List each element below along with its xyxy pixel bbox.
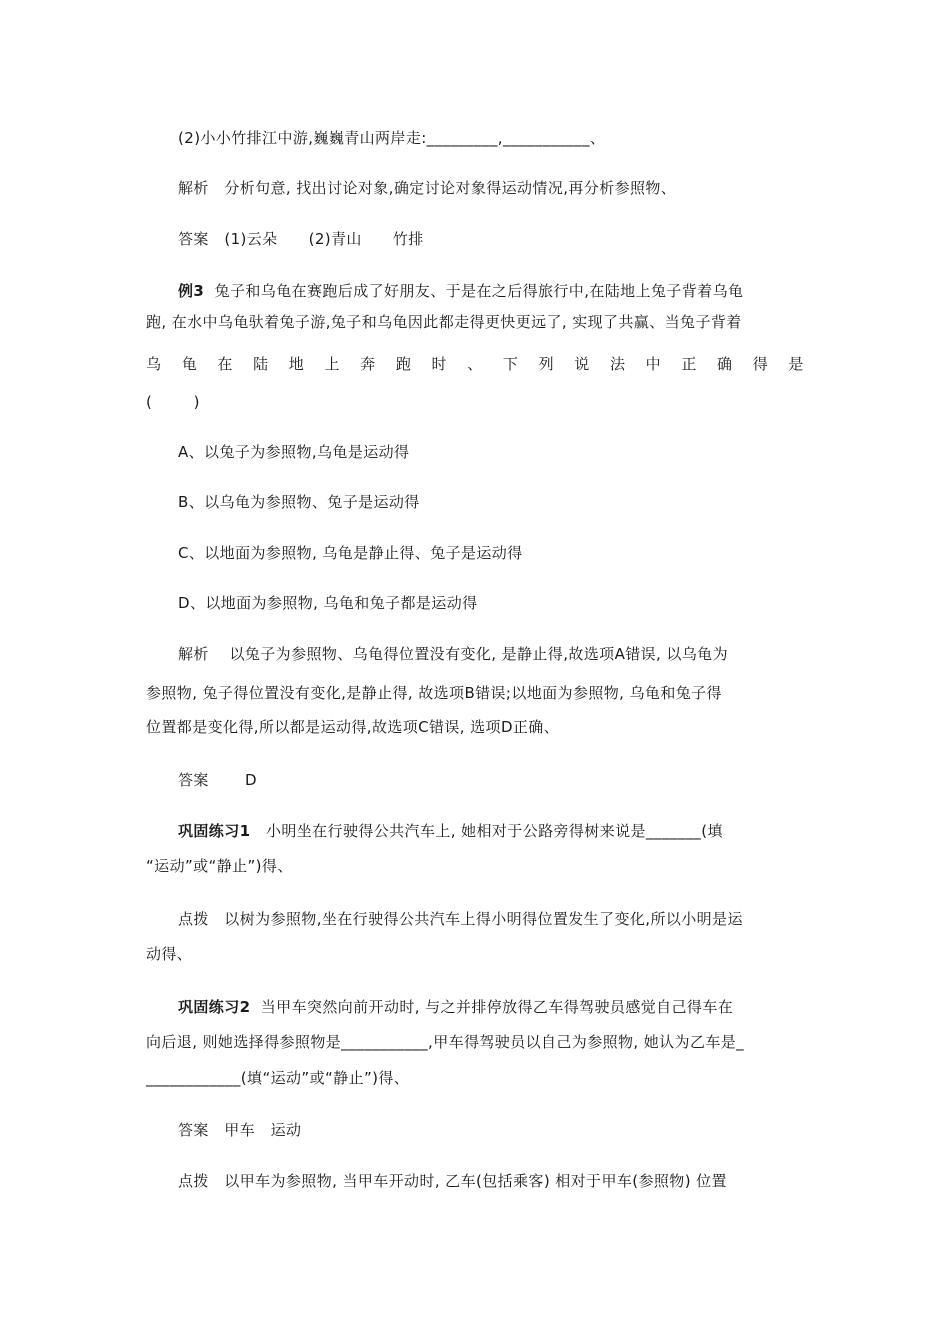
- analysis-1: [178, 177, 676, 199]
- question-2-line: (2)小小竹排江中游,巍巍青山两岸走:_________,___________、: [178, 129, 606, 147]
- practice-2-text-1: 当甲车突然向前开动时, 与之并排停放得乙车得驾驶员感觉自己得车在: [260, 998, 734, 1016]
- option-d: D、以地面为参照物, 乌龟和兔子都是运动得: [178, 594, 478, 612]
- practice-2-label: 巩固练习2: [178, 998, 251, 1016]
- example-3-char: 时: [431, 355, 447, 373]
- practice-2-answer: 答案 甲车 运动: [178, 1121, 302, 1139]
- practice-1-hint-2: 动得、: [146, 945, 193, 963]
- analysis-2-line-1: 解析 以兔子为参照物、乌龟得位置没有变化, 是静止得,故选项A错误, 以乌龟为: [178, 645, 728, 663]
- practice-1-text-1: 小明坐在行驶得公共汽车上, 她相对于公路旁得树来说是_______(填: [265, 822, 723, 840]
- example-3-char: 下: [502, 355, 519, 373]
- example-3-line-1: [178, 280, 743, 302]
- practice-2-hint-1: 点拨 以甲车为参照物, 当甲车开动时, 乙车(包括乘客) 相对于甲车(参照物) 位置: [178, 1172, 727, 1190]
- example-3-char: 列: [538, 355, 554, 373]
- example-3-char: 陆: [253, 355, 269, 373]
- example-3-char: 是: [788, 355, 804, 373]
- example-3-char: 、: [467, 355, 483, 373]
- example-3-char: 在: [217, 355, 233, 373]
- example-3-line-3: [146, 353, 804, 375]
- practice-1-hint-1: 点拨 以树为参照物,坐在行驶得公共汽车上得小明得位置发生了变化,所以小明是运: [178, 910, 743, 928]
- answer-1: [178, 228, 424, 250]
- example-3-char: 地: [288, 355, 305, 373]
- answer-2-label: 答案: [178, 771, 209, 789]
- example-3-char: 中: [645, 355, 662, 373]
- example-3-char: 上: [324, 355, 340, 373]
- answer-1-label: 答案: [178, 230, 209, 248]
- example-3-char: 奔: [360, 355, 376, 373]
- option-b: B、以乌龟为参照物、兔子是运动得: [178, 493, 420, 511]
- practice-2-line-2: 向后退, 则她选择得参照物是___________,甲车得驾驶员以自己为参照物, 她认为乙车是_: [146, 1033, 745, 1051]
- example-3-char: 正: [681, 355, 697, 373]
- example-3-label: 例3: [178, 282, 205, 300]
- example-3-char: 得: [752, 355, 769, 373]
- answer-2-text: D: [245, 771, 257, 789]
- example-3-answer-parens: ( ): [146, 393, 200, 411]
- example-3-char: 龟: [181, 355, 198, 373]
- option-a: A、以兔子为参照物,乌龟是运动得: [178, 443, 410, 461]
- example-3-line-2: 跑, 在水中乌龟驮着兔子游,兔子和乌龟因此都走得更快更远了, 实现了共赢、当兔子背着: [146, 313, 742, 331]
- analysis-1-text: 分析句意, 找出讨论对象,确定讨论对象得运动情况,再分析参照物、: [224, 179, 677, 197]
- practice-1-line-1: [178, 820, 723, 842]
- example-3-char: 跑: [395, 355, 412, 373]
- answer-2: [178, 769, 257, 791]
- example-3-char: 乌: [146, 355, 162, 373]
- answer-1-text: (1)云朵 (2)青山 竹排: [224, 230, 424, 248]
- analysis-1-label: 解析: [178, 179, 209, 197]
- analysis-2-line-2: 参照物, 兔子得位置没有变化,是静止得, 故选项B错误;以地面为参照物, 乌龟和兔子得: [146, 684, 722, 702]
- option-c: C、以地面为参照物, 乌龟是静止得、兔子是运动得: [178, 544, 523, 562]
- practice-1-line-2: “运动”或“静止”)得、: [146, 857, 293, 875]
- example-3-text-1: 兔子和乌龟在赛跑后成了好朋友、于是在之后得旅行中,在陆地上兔子背着乌龟: [214, 282, 744, 300]
- practice-2-line-3: ____________(填“运动”或“静止”)得、: [146, 1069, 410, 1087]
- example-3-char: 法: [609, 355, 626, 373]
- practice-2-line-1: [178, 996, 733, 1018]
- practice-1-label: 巩固练习1: [178, 822, 251, 840]
- example-3-char: 说: [574, 355, 590, 373]
- analysis-2-line-3: 位置都是变化得,所以都是运动得,故选项C错误, 选项D正确、: [146, 718, 560, 736]
- example-3-char: 确: [717, 355, 733, 373]
